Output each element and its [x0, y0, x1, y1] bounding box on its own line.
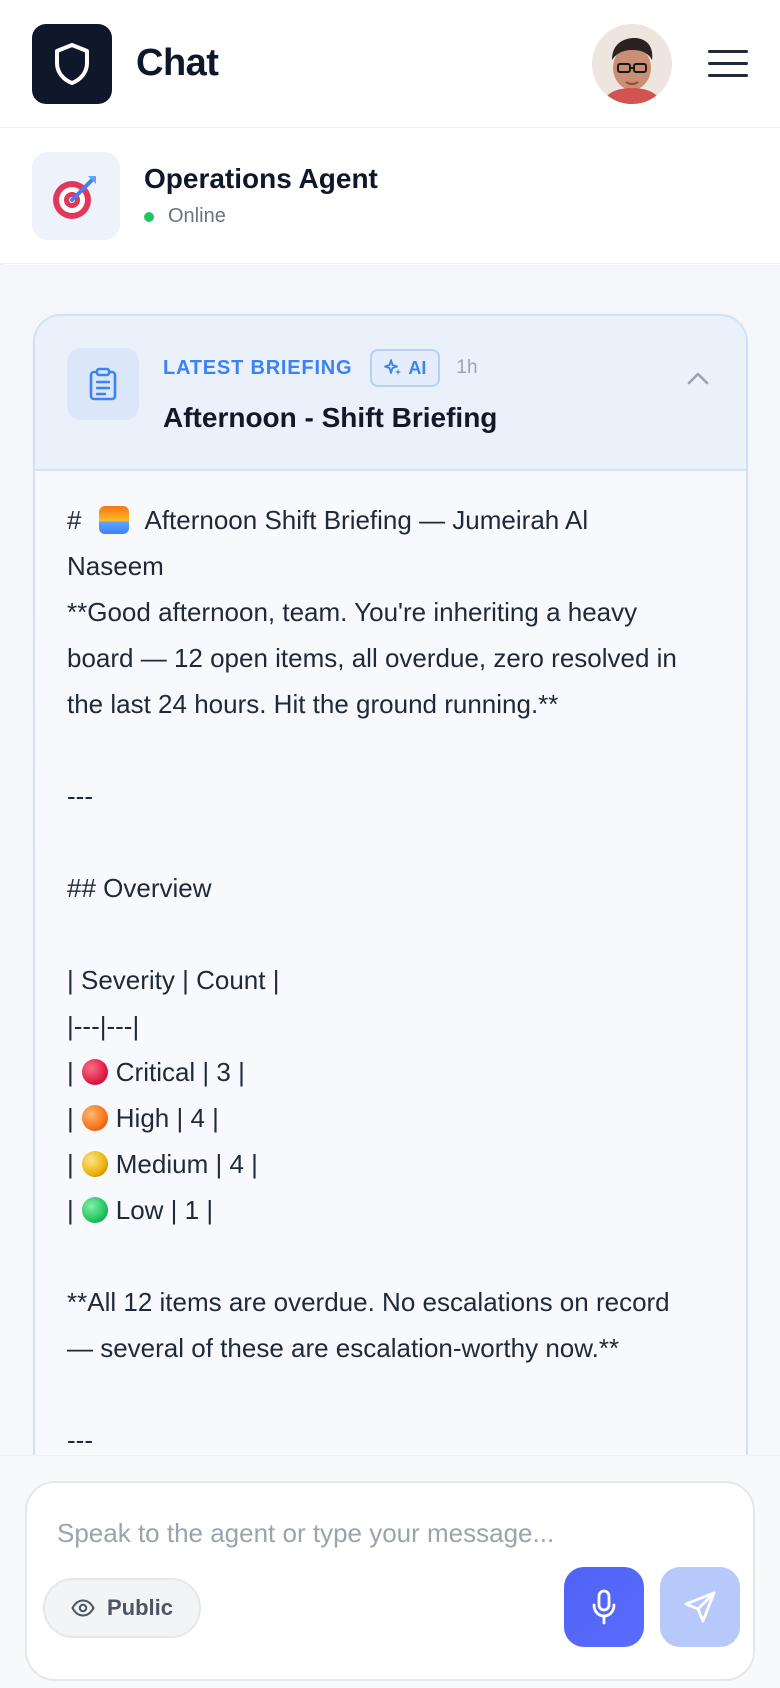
briefing-line: |---|---| [67, 1011, 140, 1041]
chevron-up-icon [686, 371, 710, 385]
briefing-line: **Good afternoon, team. You're inheriting a heavy [67, 597, 638, 627]
user-avatar-image [592, 24, 672, 104]
ai-badge [370, 349, 440, 387]
briefing-icon-box [67, 348, 139, 420]
briefing-meta [163, 348, 497, 434]
page-title: Chat [136, 42, 219, 84]
ai-badge-label: AI [408, 357, 427, 378]
visibility-label: Public [107, 1595, 174, 1620]
send-button[interactable] [660, 1567, 740, 1647]
yellow-circle-icon [82, 1151, 108, 1177]
briefing-line: Naseem [67, 551, 164, 581]
avatar[interactable] [592, 24, 672, 104]
severity-row-high: | High | 4 | [67, 1103, 219, 1133]
message-input[interactable] [57, 1511, 717, 1555]
blank-line [67, 727, 714, 773]
briefing-line: — several of these are escalation-worthy now.** [67, 1333, 620, 1363]
microphone-button[interactable] [564, 1567, 644, 1647]
briefing-line: board — 12 open items, all overdue, zero resolved in [67, 643, 677, 673]
briefing-meta-top [163, 348, 497, 388]
agent-name: Operations Agent [144, 163, 378, 194]
briefing-line: the last 24 hours. Hit the ground running.** [67, 689, 559, 719]
send-icon [683, 1590, 717, 1624]
agent-status [144, 205, 378, 228]
blank-line [67, 1371, 714, 1417]
red-circle-icon [82, 1059, 108, 1085]
shield-icon [52, 42, 92, 86]
briefing-header[interactable] [35, 316, 746, 471]
agent-avatar [32, 152, 120, 240]
orange-circle-icon [82, 1105, 108, 1131]
briefing-card [33, 314, 748, 1455]
severity-row-low: | Low | 1 | [67, 1195, 214, 1225]
blank-line [67, 1233, 714, 1279]
status-label: Online [168, 205, 226, 227]
briefing-line: **All 12 items are overdue. No escalations on record [67, 1287, 670, 1317]
briefing-title: Afternoon - Shift Briefing [163, 402, 498, 433]
blank-line [67, 819, 714, 865]
severity-row-critical: | Critical | 3 | [67, 1057, 245, 1087]
chat-messages-area[interactable] [0, 265, 780, 1455]
sparkles-icon [384, 359, 402, 377]
briefing-line: ## Overview [67, 873, 212, 903]
briefing-time: 1h [456, 357, 478, 378]
hamburger-menu-icon[interactable] [708, 44, 748, 84]
agent-info-row [0, 128, 780, 264]
briefing-line: --- [67, 1425, 93, 1455]
eye-icon [71, 1599, 95, 1617]
microphone-icon [590, 1589, 618, 1625]
visibility-toggle-button[interactable] [43, 1578, 201, 1638]
clipboard-icon [88, 367, 118, 401]
app-header [0, 0, 780, 128]
message-composer [25, 1481, 755, 1681]
agent-info [144, 163, 378, 228]
green-circle-icon [82, 1197, 108, 1223]
briefing-line: # Afternoon Shift Briefing — Jumeirah Al [67, 505, 589, 535]
blank-line [67, 911, 714, 957]
status-dot [144, 212, 154, 222]
briefing-line: | Severity | Count | [67, 965, 280, 995]
collapse-button[interactable] [682, 362, 714, 394]
target-dart-icon [50, 170, 102, 222]
sunset-emoji-icon [99, 506, 129, 534]
severity-row-medium: | Medium | 4 | [67, 1149, 258, 1179]
briefing-content [35, 471, 746, 1455]
app-logo[interactable] [32, 24, 112, 104]
briefing-label: LATEST BRIEFING [163, 356, 353, 379]
briefing-line: --- [67, 781, 93, 811]
